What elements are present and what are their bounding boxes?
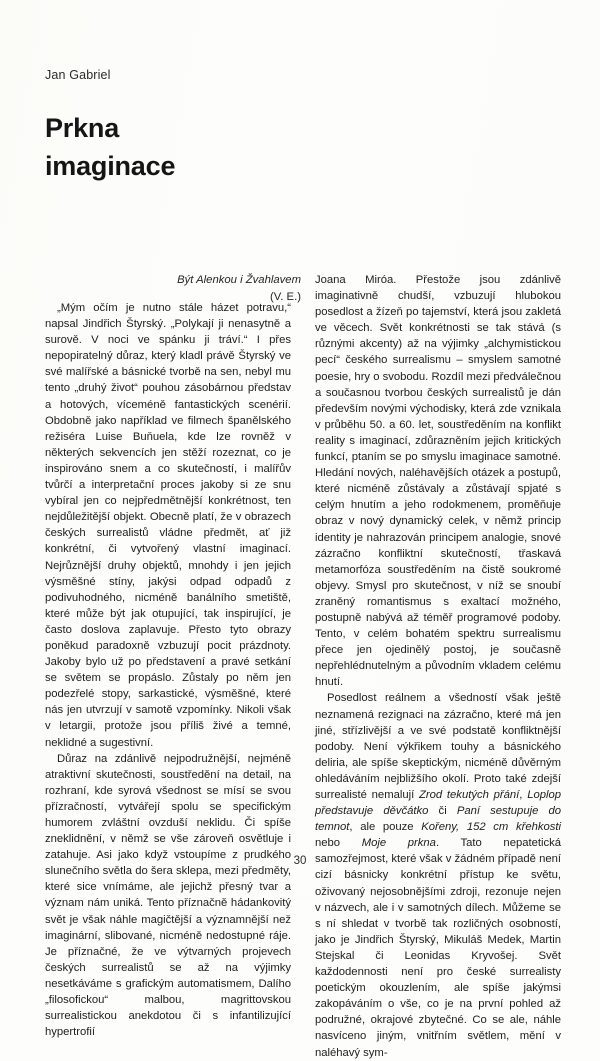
- paragraph: Joana Miróa. Přestože jsou zdánlivě imaginativně chudší, vzbuzují hlubokou posedlost a žízeň po tajemství, která jsou zakletá ve věcech. Svět konkrétnosti se tak stává (s různými akcenty) až na výjimky „alchymistickou pecí“ českého surrealismu – smyslem samotné poesie, hry o svobodu. Rozdíl mezi předválečnou a současnou tvorbou českých surrealistů je dán především novými východisky, která zde vznikala v průběhu 50. a 60. let, soustředěním na konflikt reality s imaginací, zdůrazněním jejich kritických funkcí, ptaním se po smyslu imaginace samotné. Hledání nových, naléhavějších otázek a postupů, které nicméně zůstávaly a zůstávají spjaté s celým hnutím a jeho rodokmenem, proměňuje obraz v nový dynamický celek, v němž princip identity je nahrazován principem analogie, snové zázračno konfliktní skutečností, třaskavá metamorfóza soustředěním na čistě soukromé objevy. Smysl pro skutečnost, v níž se snoubí zraněný romantismus s exaltací možného, postupně nabývá až téměř programové podoby. Tento, v celém bohatém spektru surrealismu přece jen ojedinělý postoj, je současně nepřehlédnutelným a původním vkladem celému hnutí.: [315, 274, 561, 689]
- page-number: 30: [293, 855, 307, 867]
- epigraph-quote: Být Alenkou i Žvahlavem: [177, 274, 301, 286]
- page-title: [45, 109, 600, 186]
- author-name: Jan Gabriel: [45, 68, 111, 82]
- column-left: [45, 300, 291, 1061]
- epigraph-source: (V. E.): [270, 291, 301, 304]
- paragraph: Důraz na zdánlivě nejpodružnější, nejméně atraktivní skutečnosti, soustředění na detail, na rozhraní, kde syrová všednost se mísí se svou přízračností, vytvářejí spolu se specifickým humorem zvláštní ovzduší neklidu. Či spíše zneklidnění, v němž se vše zároveň osvětluje i zatahuje. Asi jako když vstoupíme z prudkého slunečního světla do šera sklepa, mezi předměty, které sice vnímáme, ale jejichž přesný tvar a význam nám uniká. Tento příznačně hádankovitý svět je však náhle magičtější a významnější než imaginární, slibované, nicméně nedostupné ráje. Je příznačné, že ve výtvarných projevech českých surrealistů se až na výjimky nesetkáváme s grafickým automatismem, Dalího „filosofickou“ malbou, magrittovskou surrealistickou anekdotou či s infantilizující hypertrofií: [45, 752, 291, 1039]
- title-line-2: imaginace: [45, 151, 176, 182]
- column-right: [315, 272, 561, 1061]
- paragraph: Posedlost reálnem a všedností však ještě neznamená rezignaci na zázračno, které má jen jiné, střízlivější a ve své podstatě konfliktnější podoby. Není výkřikem touhy a básnického deliria, ale spíše skeptickým, nicméně důvěrným ohledáváním nejbližšího okolí. Proto také zdejší surrealisté nemalují Zrod tekutých přání, Loplop představuje děvčátko či Paní sestupuje do temnot, ale pouze Kořeny, 152 cm křehkosti nebo Moje prkna. Tato nepatetická samozřejmost, které však v žádném případě není cizí básnicky konkrétní přístup ke světu, oživovaný nejosobnějšími zdroji, rezonuje nejen v názvech, ale i v samotných dílech. Můžeme se s ní shledat v tvorbě tak rozličných osobností, jako je Jindřich Štyrský, Mikuláš Medek, Martin Stejskal či Leonidas Kryvošej. Svět každodennosti není pro české surrealisty poetickým okouzlením, ale spíše jakýmsi zakopáváním o vše, co je na první pohled až podružné, okrajové zbytečné. Co se ale, náhle nasvíceno jiným, vnitřním světlem, mění v naléhavý sym-: [315, 692, 562, 1059]
- masthead: [0, 0, 600, 186]
- title-line-1: Prkna: [45, 113, 120, 143]
- paragraph: „Mým očím je nutno stále házet potravu,“ napsal Jindřich Štyrský. „Polykají ji nenasytně a surově. V noci ve spánku ji tráví.“ I přes nepopiratelný důraz, který kladl právě Štyrský ve své malířské a básnické tvorbě na sen, nebyl mu tento „druhý život“ pouhou zásobárnou představ a hotových, víceméně fantastických scenérií. Obdobně jako například ve filmech španělského režiséra Luise Buňuela, kde lze rovněž v některých sekvencích jen stěží rozeznat, co je inspirováno snem a co skutečností, i malířův tvůrčí a interpretační proces jakoby si ze snu vybíral jen co nejpředmětnější konkrétnost, ten nejdůležitější objekt. Obecně platí, že v obrazech českých surrealistů vládne předmět, ať již konkrétní, či vytvořený vlastní imaginací. Nejrůznější druhy objektů, mnohdy i jen jejich výsměšné stíny, jakýsi odpad odpadů z podivuhodného, nicméně banálního smetiště, které může být jak otupující, tak inspirující, je často doslova zaplavuje. Přesto tyto obrazy poněkud paradoxně vzbuzují pocit prázdnoty. Jakoby bylo už po představení a pravé setkání se světem se propáslo. Zůstaly po něm jen podezřelé stopy, sarkastické, výsměšné, které nás jen utvrzují v samotě vzpomínky. Nikoli však v letargii, protože jsou příliš živé a temné, neklidné a sugestivní.: [45, 302, 291, 749]
